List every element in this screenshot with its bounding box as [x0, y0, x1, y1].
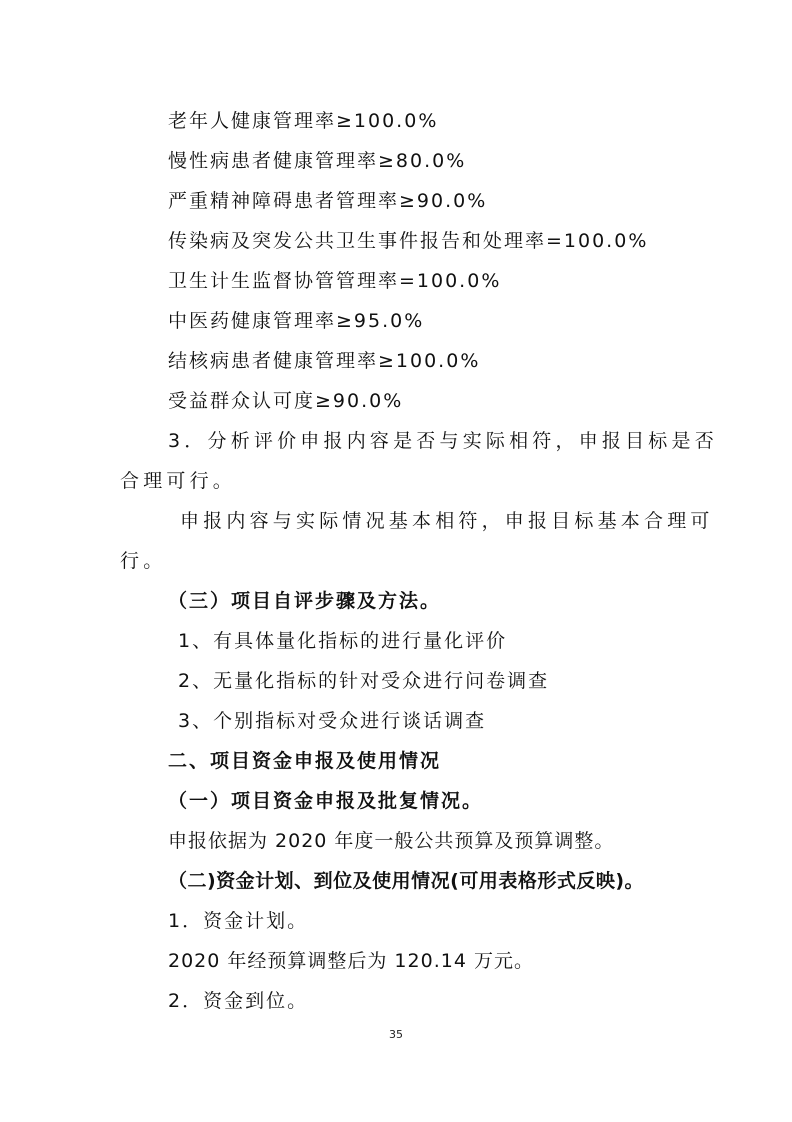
plan-text: 2020 年经预算调整后为 120.14 万元。 — [168, 950, 534, 972]
item3-answer-line1: 申报内容与实际情况基本相符，申报目标基本合理可 — [180, 510, 714, 532]
indicator-line: 传染病及突发公共卫生事件报告和处理率=100.0% — [168, 230, 649, 252]
subsection1-title: （一）项目资金申报及批复情况。 — [168, 790, 484, 812]
item3-answer-line2: 行。 — [120, 550, 167, 572]
indicator-line: 卫生计生监督协管管理率=100.0% — [168, 270, 502, 292]
step-item: 1、有具体量化指标的进行量化评价 — [178, 630, 508, 652]
indicator-line: 严重精神障碍患者管理率≥90.0% — [168, 190, 488, 212]
step-item: 3、个别指标对受众进行谈话调查 — [178, 710, 487, 732]
indicator-line: 慢性病患者健康管理率≥80.0% — [168, 150, 467, 172]
subsection1-text: 申报依据为 2020 年度一般公共预算及预算调整。 — [168, 830, 615, 852]
indicator-line: 老年人健康管理率≥100.0% — [168, 110, 439, 132]
section-steps-title: （三）项目自评步骤及方法。 — [168, 590, 442, 612]
item3-question-line1: 3．分析评价申报内容是否与实际相符，申报目标是否 — [168, 430, 718, 452]
indicator-line: 中医药健康管理率≥95.0% — [168, 310, 425, 332]
indicator-line: 结核病患者健康管理率≥100.0% — [168, 350, 481, 372]
page-number: 35 — [389, 1028, 403, 1041]
chapter2-title: 二、项目资金申报及使用情况 — [168, 750, 442, 772]
arrival-label: 2．资金到位。 — [168, 990, 309, 1012]
indicator-line: 受益群众认可度≥90.0% — [168, 390, 404, 412]
plan-label: 1．资金计划。 — [168, 910, 309, 932]
step-item: 2、无量化指标的针对受众进行问卷调查 — [178, 670, 550, 692]
subsection2-title: （二)资金计划、到位及使用情况(可用表格形式反映)。 — [168, 870, 645, 892]
item3-question-line2: 合理可行。 — [120, 470, 237, 492]
